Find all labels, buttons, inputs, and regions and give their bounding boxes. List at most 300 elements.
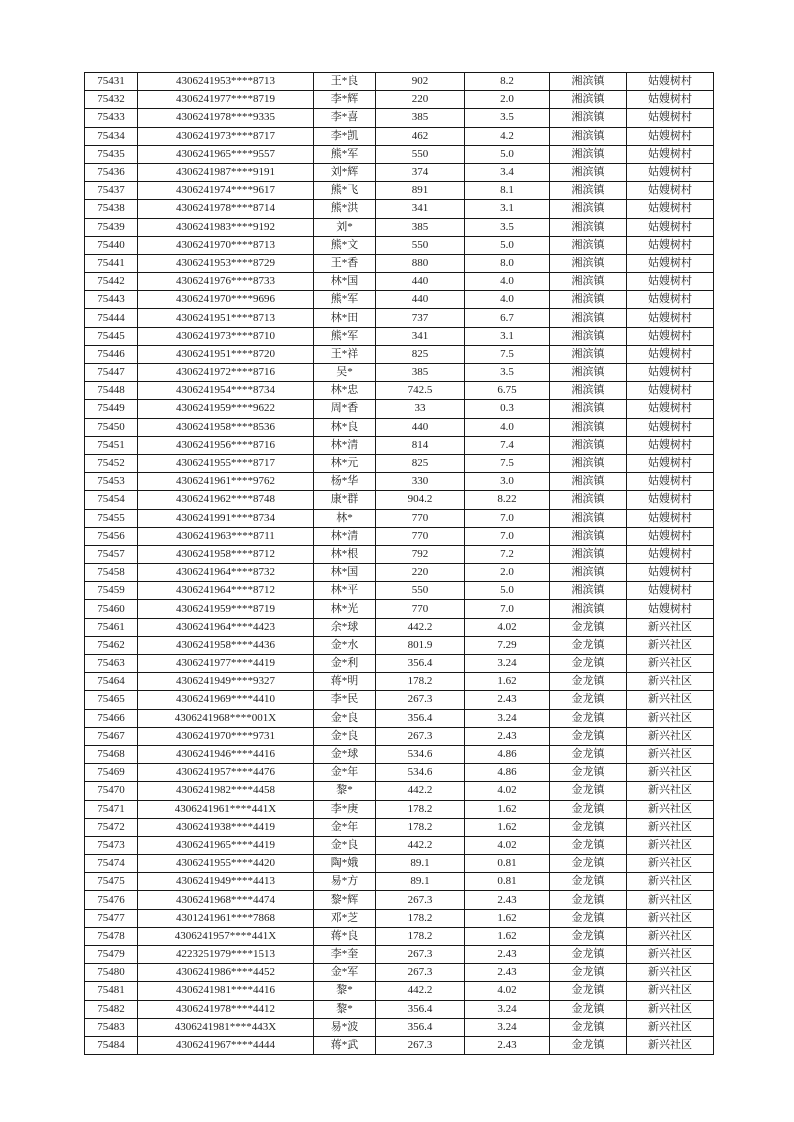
cell-id-number: 4223251979****1513 (138, 946, 314, 964)
cell-amount: 442.2 (376, 836, 465, 854)
cell-name: 吴* (314, 364, 376, 382)
cell-town: 金龙镇 (550, 782, 627, 800)
cell-village: 姑嫂树村 (627, 491, 714, 509)
cell-name: 黎* (314, 1000, 376, 1018)
table-row (85, 582, 714, 600)
table-row (85, 600, 714, 618)
cell-village: 姑嫂树村 (627, 345, 714, 363)
cell-name: 金*良 (314, 727, 376, 745)
cell-id-number: 4306241964****8732 (138, 564, 314, 582)
cell-seq: 75470 (85, 782, 138, 800)
cell-name: 金*年 (314, 764, 376, 782)
cell-seq: 75453 (85, 473, 138, 491)
table-row (85, 273, 714, 291)
cell-seq: 75478 (85, 927, 138, 945)
cell-name: 李*庚 (314, 800, 376, 818)
cell-seq: 75450 (85, 418, 138, 436)
cell-village: 新兴社区 (627, 836, 714, 854)
cell-village: 姑嫂树村 (627, 236, 714, 254)
cell-seq: 75469 (85, 764, 138, 782)
cell-town: 湘滨镇 (550, 236, 627, 254)
cell-amount: 330 (376, 473, 465, 491)
cell-town: 湘滨镇 (550, 364, 627, 382)
cell-town: 湘滨镇 (550, 582, 627, 600)
cell-name: 林*国 (314, 564, 376, 582)
cell-id-number: 4306241968****001X (138, 709, 314, 727)
cell-village: 姑嫂树村 (627, 109, 714, 127)
cell-name: 李*辉 (314, 91, 376, 109)
cell-id-number: 4306241951****8720 (138, 345, 314, 363)
cell-village: 新兴社区 (627, 927, 714, 945)
cell-amount: 770 (376, 509, 465, 527)
cell-id-number: 4306241977****8719 (138, 91, 314, 109)
cell-village: 姑嫂树村 (627, 400, 714, 418)
cell-village: 新兴社区 (627, 782, 714, 800)
cell-town: 金龙镇 (550, 1036, 627, 1054)
cell-area: 0.81 (465, 873, 550, 891)
cell-area: 3.5 (465, 218, 550, 236)
cell-area: 5.0 (465, 582, 550, 600)
cell-town: 金龙镇 (550, 836, 627, 854)
cell-id-number: 4306241977****4419 (138, 655, 314, 673)
cell-name: 余*球 (314, 618, 376, 636)
cell-village: 姑嫂树村 (627, 527, 714, 545)
cell-name: 金*良 (314, 836, 376, 854)
cell-village: 新兴社区 (627, 727, 714, 745)
cell-area: 3.5 (465, 364, 550, 382)
cell-town: 湘滨镇 (550, 109, 627, 127)
cell-seq: 75467 (85, 727, 138, 745)
cell-village: 姑嫂树村 (627, 200, 714, 218)
cell-town: 湘滨镇 (550, 436, 627, 454)
cell-seq: 75479 (85, 946, 138, 964)
table-row (85, 254, 714, 272)
table-row (85, 727, 714, 745)
cell-area: 1.62 (465, 800, 550, 818)
table-row (85, 109, 714, 127)
cell-id-number: 4306241938****4419 (138, 818, 314, 836)
cell-town: 湘滨镇 (550, 564, 627, 582)
cell-name: 刘* (314, 218, 376, 236)
cell-name: 金*水 (314, 636, 376, 654)
table-row (85, 454, 714, 472)
subsidy-table (84, 72, 714, 1055)
cell-name: 王*香 (314, 254, 376, 272)
cell-id-number: 4301241961****7868 (138, 909, 314, 927)
cell-id-number: 4306241963****8711 (138, 527, 314, 545)
cell-amount: 902 (376, 73, 465, 91)
cell-id-number: 4306241956****8716 (138, 436, 314, 454)
cell-area: 5.0 (465, 145, 550, 163)
cell-id-number: 4306241955****4420 (138, 855, 314, 873)
cell-seq: 75456 (85, 527, 138, 545)
cell-village: 姑嫂树村 (627, 582, 714, 600)
cell-area: 8.1 (465, 182, 550, 200)
table-row (85, 1036, 714, 1054)
cell-id-number: 4306241964****4423 (138, 618, 314, 636)
cell-area: 4.02 (465, 618, 550, 636)
cell-seq: 75441 (85, 254, 138, 272)
cell-seq: 75444 (85, 309, 138, 327)
cell-name: 林*元 (314, 454, 376, 472)
cell-village: 姑嫂树村 (627, 364, 714, 382)
cell-amount: 341 (376, 327, 465, 345)
cell-amount: 550 (376, 145, 465, 163)
cell-town: 湘滨镇 (550, 254, 627, 272)
cell-name: 林*平 (314, 582, 376, 600)
cell-id-number: 4306241962****8748 (138, 491, 314, 509)
cell-id-number: 4306241968****4474 (138, 891, 314, 909)
cell-id-number: 4306241946****4416 (138, 745, 314, 763)
cell-name: 黎* (314, 982, 376, 1000)
cell-town: 金龙镇 (550, 818, 627, 836)
cell-amount: 440 (376, 291, 465, 309)
cell-name: 熊*飞 (314, 182, 376, 200)
cell-town: 金龙镇 (550, 636, 627, 654)
cell-seq: 75472 (85, 818, 138, 836)
cell-area: 7.4 (465, 436, 550, 454)
cell-town: 金龙镇 (550, 673, 627, 691)
cell-town: 湘滨镇 (550, 127, 627, 145)
cell-town: 湘滨镇 (550, 218, 627, 236)
cell-seq: 75476 (85, 891, 138, 909)
table-row (85, 946, 714, 964)
cell-name: 金*年 (314, 818, 376, 836)
table-row (85, 618, 714, 636)
cell-town: 金龙镇 (550, 855, 627, 873)
cell-village: 新兴社区 (627, 655, 714, 673)
cell-amount: 534.6 (376, 745, 465, 763)
cell-name: 熊*文 (314, 236, 376, 254)
cell-area: 2.43 (465, 964, 550, 982)
table-row (85, 200, 714, 218)
cell-name: 李*民 (314, 691, 376, 709)
table-row (85, 163, 714, 181)
cell-id-number: 4306241959****9622 (138, 400, 314, 418)
table-row (85, 127, 714, 145)
cell-name: 陶*娥 (314, 855, 376, 873)
cell-name: 林*良 (314, 418, 376, 436)
table-row (85, 745, 714, 763)
cell-id-number: 4306241974****9617 (138, 182, 314, 200)
cell-id-number: 4306241967****4444 (138, 1036, 314, 1054)
table-row (85, 800, 714, 818)
cell-amount: 550 (376, 582, 465, 600)
cell-name: 李*凯 (314, 127, 376, 145)
cell-area: 3.24 (465, 709, 550, 727)
cell-town: 湘滨镇 (550, 91, 627, 109)
cell-seq: 75473 (85, 836, 138, 854)
cell-name: 黎*辉 (314, 891, 376, 909)
cell-amount: 33 (376, 400, 465, 418)
cell-amount: 356.4 (376, 655, 465, 673)
cell-village: 姑嫂树村 (627, 309, 714, 327)
cell-id-number: 4306241981****4416 (138, 982, 314, 1000)
cell-area: 2.0 (465, 564, 550, 582)
cell-name: 王*祥 (314, 345, 376, 363)
cell-village: 姑嫂树村 (627, 127, 714, 145)
cell-village: 姑嫂树村 (627, 182, 714, 200)
cell-id-number: 4306241983****9192 (138, 218, 314, 236)
cell-name: 王*良 (314, 73, 376, 91)
cell-town: 金龙镇 (550, 800, 627, 818)
cell-area: 3.4 (465, 163, 550, 181)
cell-id-number: 4306241958****8712 (138, 545, 314, 563)
table-row (85, 782, 714, 800)
cell-area: 2.43 (465, 691, 550, 709)
cell-village: 姑嫂树村 (627, 545, 714, 563)
cell-seq: 75465 (85, 691, 138, 709)
cell-name: 林*忠 (314, 382, 376, 400)
cell-id-number: 4306241953****8729 (138, 254, 314, 272)
cell-village: 新兴社区 (627, 618, 714, 636)
cell-area: 3.24 (465, 1018, 550, 1036)
table-row (85, 491, 714, 509)
cell-amount: 550 (376, 236, 465, 254)
cell-seq: 75483 (85, 1018, 138, 1036)
cell-amount: 267.3 (376, 891, 465, 909)
cell-id-number: 4306241961****9762 (138, 473, 314, 491)
cell-id-number: 4306241987****9191 (138, 163, 314, 181)
table-row (85, 855, 714, 873)
cell-town: 湘滨镇 (550, 273, 627, 291)
cell-town: 金龙镇 (550, 909, 627, 927)
table-row (85, 927, 714, 945)
cell-amount: 825 (376, 345, 465, 363)
cell-town: 湘滨镇 (550, 491, 627, 509)
cell-area: 6.75 (465, 382, 550, 400)
cell-amount: 825 (376, 454, 465, 472)
cell-amount: 267.3 (376, 964, 465, 982)
cell-town: 金龙镇 (550, 709, 627, 727)
cell-amount: 880 (376, 254, 465, 272)
cell-area: 3.24 (465, 1000, 550, 1018)
cell-area: 7.0 (465, 527, 550, 545)
cell-seq: 75446 (85, 345, 138, 363)
table-row (85, 91, 714, 109)
cell-amount: 178.2 (376, 800, 465, 818)
table-row (85, 436, 714, 454)
cell-village: 新兴社区 (627, 709, 714, 727)
cell-name: 林*国 (314, 273, 376, 291)
cell-seq: 75448 (85, 382, 138, 400)
cell-seq: 75484 (85, 1036, 138, 1054)
table-row (85, 73, 714, 91)
cell-name: 蒋*武 (314, 1036, 376, 1054)
table-row (85, 655, 714, 673)
cell-town: 金龙镇 (550, 764, 627, 782)
cell-village: 新兴社区 (627, 1018, 714, 1036)
table-row (85, 709, 714, 727)
cell-name: 熊*洪 (314, 200, 376, 218)
cell-amount: 178.2 (376, 673, 465, 691)
cell-seq: 75464 (85, 673, 138, 691)
cell-village: 新兴社区 (627, 855, 714, 873)
cell-amount: 267.3 (376, 691, 465, 709)
cell-seq: 75436 (85, 163, 138, 181)
cell-seq: 75461 (85, 618, 138, 636)
cell-area: 4.86 (465, 745, 550, 763)
cell-seq: 75438 (85, 200, 138, 218)
cell-town: 湘滨镇 (550, 600, 627, 618)
cell-id-number: 4306241959****8719 (138, 600, 314, 618)
cell-village: 新兴社区 (627, 891, 714, 909)
cell-village: 姑嫂树村 (627, 291, 714, 309)
cell-amount: 442.2 (376, 982, 465, 1000)
cell-area: 7.0 (465, 600, 550, 618)
cell-id-number: 4306241949****9327 (138, 673, 314, 691)
cell-name: 金*良 (314, 709, 376, 727)
cell-village: 新兴社区 (627, 691, 714, 709)
cell-town: 金龙镇 (550, 745, 627, 763)
table-row (85, 564, 714, 582)
cell-amount: 737 (376, 309, 465, 327)
cell-village: 新兴社区 (627, 982, 714, 1000)
cell-seq: 75455 (85, 509, 138, 527)
cell-seq: 75482 (85, 1000, 138, 1018)
cell-name: 易*波 (314, 1018, 376, 1036)
cell-seq: 75454 (85, 491, 138, 509)
cell-amount: 374 (376, 163, 465, 181)
cell-town: 湘滨镇 (550, 418, 627, 436)
cell-area: 8.2 (465, 73, 550, 91)
cell-village: 新兴社区 (627, 909, 714, 927)
cell-area: 8.0 (465, 254, 550, 272)
cell-town: 金龙镇 (550, 1000, 627, 1018)
cell-id-number: 4306241969****4410 (138, 691, 314, 709)
cell-town: 湘滨镇 (550, 291, 627, 309)
cell-village: 姑嫂树村 (627, 73, 714, 91)
cell-seq: 75460 (85, 600, 138, 618)
table-row (85, 473, 714, 491)
cell-seq: 75477 (85, 909, 138, 927)
cell-amount: 440 (376, 418, 465, 436)
cell-area: 1.62 (465, 909, 550, 927)
cell-name: 林*田 (314, 309, 376, 327)
cell-village: 姑嫂树村 (627, 564, 714, 582)
cell-area: 4.0 (465, 273, 550, 291)
cell-id-number: 4306241965****4419 (138, 836, 314, 854)
cell-village: 新兴社区 (627, 745, 714, 763)
cell-amount: 267.3 (376, 946, 465, 964)
cell-seq: 75462 (85, 636, 138, 654)
table-row (85, 400, 714, 418)
table-row (85, 509, 714, 527)
cell-town: 湘滨镇 (550, 400, 627, 418)
cell-area: 5.0 (465, 236, 550, 254)
cell-amount: 770 (376, 527, 465, 545)
cell-seq: 75437 (85, 182, 138, 200)
cell-name: 林*清 (314, 436, 376, 454)
cell-seq: 75480 (85, 964, 138, 982)
cell-village: 新兴社区 (627, 946, 714, 964)
cell-area: 4.02 (465, 782, 550, 800)
cell-town: 湘滨镇 (550, 73, 627, 91)
cell-area: 2.43 (465, 891, 550, 909)
cell-name: 杨*华 (314, 473, 376, 491)
cell-amount: 385 (376, 218, 465, 236)
table-row (85, 691, 714, 709)
cell-village: 姑嫂树村 (627, 145, 714, 163)
cell-name: 林*光 (314, 600, 376, 618)
cell-seq: 75459 (85, 582, 138, 600)
cell-id-number: 4306241978****4412 (138, 1000, 314, 1018)
cell-village: 姑嫂树村 (627, 327, 714, 345)
cell-seq: 75443 (85, 291, 138, 309)
cell-name: 康*群 (314, 491, 376, 509)
table-row (85, 309, 714, 327)
cell-amount: 770 (376, 600, 465, 618)
cell-name: 林*清 (314, 527, 376, 545)
cell-town: 湘滨镇 (550, 509, 627, 527)
cell-village: 姑嫂树村 (627, 91, 714, 109)
cell-seq: 75463 (85, 655, 138, 673)
table-row (85, 527, 714, 545)
cell-seq: 75457 (85, 545, 138, 563)
table-row (85, 891, 714, 909)
cell-amount: 178.2 (376, 818, 465, 836)
cell-village: 新兴社区 (627, 636, 714, 654)
cell-amount: 356.4 (376, 1000, 465, 1018)
cell-town: 湘滨镇 (550, 145, 627, 163)
cell-village: 新兴社区 (627, 800, 714, 818)
cell-seq: 75452 (85, 454, 138, 472)
table-row (85, 964, 714, 982)
cell-village: 姑嫂树村 (627, 163, 714, 181)
cell-town: 金龙镇 (550, 946, 627, 964)
cell-village: 新兴社区 (627, 764, 714, 782)
cell-amount: 178.2 (376, 909, 465, 927)
cell-id-number: 4306241957****441X (138, 927, 314, 945)
cell-amount: 440 (376, 273, 465, 291)
cell-amount: 89.1 (376, 873, 465, 891)
cell-area: 7.2 (465, 545, 550, 563)
cell-id-number: 4306241958****8536 (138, 418, 314, 436)
cell-town: 金龙镇 (550, 873, 627, 891)
cell-town: 湘滨镇 (550, 473, 627, 491)
cell-village: 姑嫂树村 (627, 473, 714, 491)
cell-seq: 75475 (85, 873, 138, 891)
cell-seq: 75449 (85, 400, 138, 418)
cell-amount: 356.4 (376, 709, 465, 727)
cell-area: 1.62 (465, 927, 550, 945)
cell-amount: 442.2 (376, 782, 465, 800)
cell-village: 新兴社区 (627, 1036, 714, 1054)
cell-town: 金龙镇 (550, 891, 627, 909)
cell-name: 蒋*明 (314, 673, 376, 691)
cell-town: 湘滨镇 (550, 309, 627, 327)
cell-amount: 534.6 (376, 764, 465, 782)
cell-area: 3.24 (465, 655, 550, 673)
cell-amount: 891 (376, 182, 465, 200)
cell-id-number: 4306241972****8716 (138, 364, 314, 382)
cell-id-number: 4306241973****8710 (138, 327, 314, 345)
cell-amount: 801.9 (376, 636, 465, 654)
table-row (85, 636, 714, 654)
cell-amount: 904.2 (376, 491, 465, 509)
cell-seq: 75435 (85, 145, 138, 163)
table-row (85, 1018, 714, 1036)
cell-id-number: 4306241958****4436 (138, 636, 314, 654)
table-row (85, 418, 714, 436)
cell-area: 7.0 (465, 509, 550, 527)
cell-town: 湘滨镇 (550, 527, 627, 545)
cell-area: 4.02 (465, 982, 550, 1000)
cell-area: 2.43 (465, 727, 550, 745)
cell-id-number: 4306241978****9335 (138, 109, 314, 127)
cell-name: 蒋*良 (314, 927, 376, 945)
table-row (85, 1000, 714, 1018)
